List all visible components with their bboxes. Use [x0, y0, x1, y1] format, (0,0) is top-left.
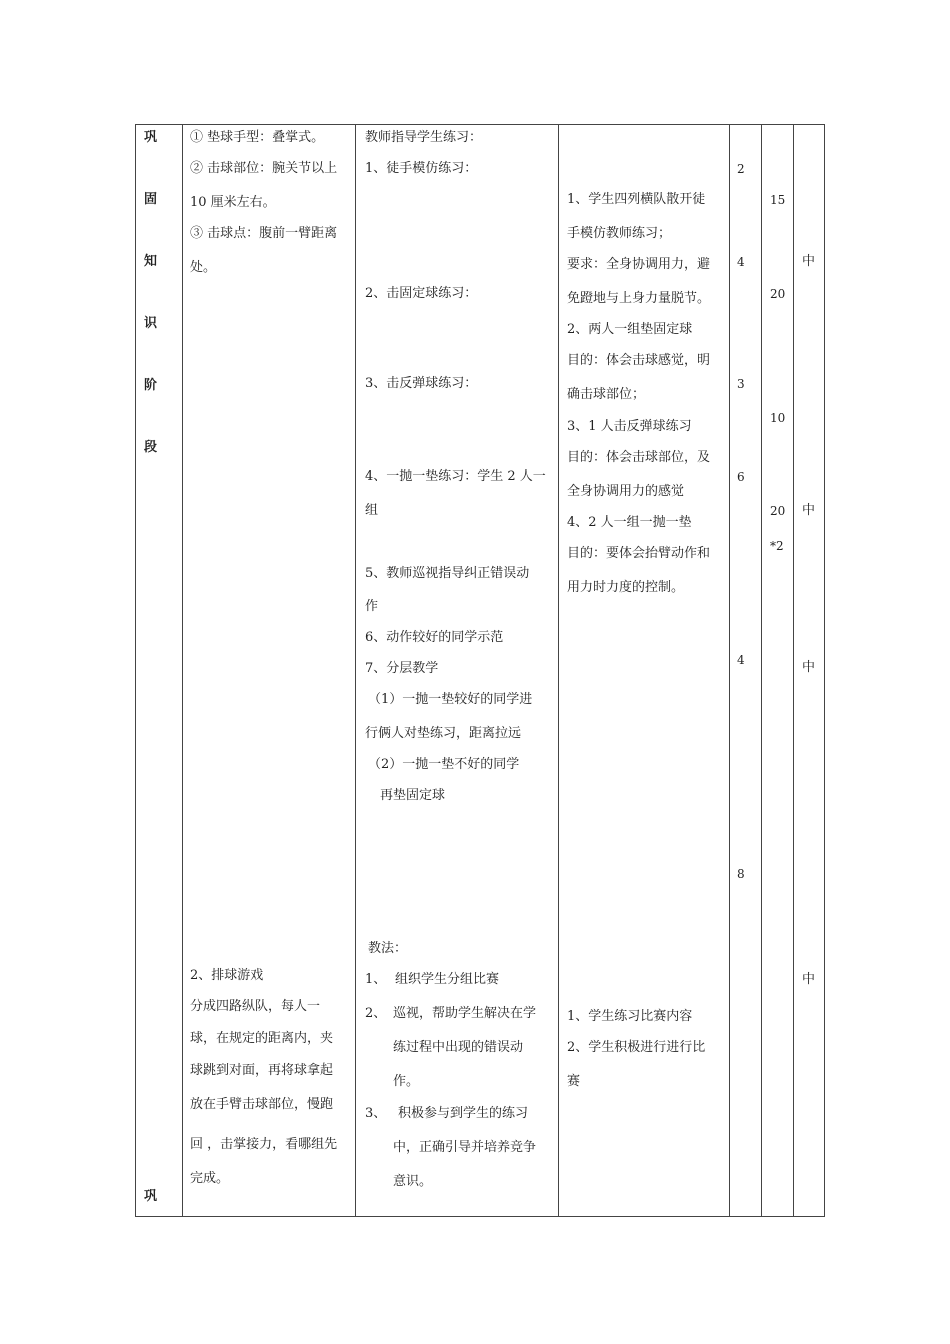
stage-label-char: 段: [144, 440, 158, 455]
method-text: 组织学生分组比赛: [395, 972, 500, 987]
student-game-text: 1、学生练习比赛内容: [567, 1009, 693, 1024]
method-text: 作。: [393, 1074, 420, 1089]
content-text: ① 垫球手型：叠掌式。: [190, 130, 325, 145]
column-divider: [182, 125, 183, 1216]
student-game-text: 2、学生积极进行进行比: [567, 1040, 706, 1055]
time-value: 4: [737, 255, 745, 269]
time-value: 4: [737, 653, 745, 667]
student-text: 确击球部位；: [567, 387, 646, 402]
student-text: 目的：体会击球感觉，明: [567, 353, 711, 368]
teacher-text: 作: [365, 599, 379, 614]
student-text: 用力时力度的控制。: [567, 580, 685, 595]
teacher-text: 3、击反弹球练习：: [365, 376, 478, 391]
student-game-text: 赛: [567, 1074, 581, 1089]
game-text: 2、排球游戏: [190, 968, 264, 983]
count-value: 10: [770, 411, 786, 425]
content-text: 10 厘米左右。: [190, 195, 276, 210]
stage-label-char: 识: [144, 316, 158, 331]
game-text: 完成。: [190, 1171, 230, 1186]
count-value: *2: [770, 539, 784, 553]
method-text: 2、: [365, 1006, 387, 1021]
column-divider: [793, 125, 794, 1216]
teacher-text: 组: [365, 503, 379, 518]
student-text: 2、两人一组垫固定球: [567, 322, 693, 337]
student-text: 手模仿教师练习；: [567, 226, 672, 241]
method-text: 巡视，帮助学生解决在学: [393, 1006, 537, 1021]
student-text: 要求：全身协调用力，避: [567, 257, 711, 272]
count-value: 20: [770, 504, 786, 518]
teacher-text: （1）一抛一垫较好的同学进: [368, 692, 533, 707]
teacher-text: 7、分层教学: [365, 661, 439, 676]
intensity-value: 中: [802, 503, 816, 518]
game-text: 回 ，击掌接力，看哪组先: [190, 1137, 338, 1152]
time-value: 3: [737, 377, 745, 391]
game-text: 放在手臂击球部位，慢跑: [190, 1097, 334, 1112]
stage-label-char: 巩: [144, 1189, 158, 1204]
game-text: 分成四路纵队，每人一: [190, 999, 321, 1014]
student-text: 全身协调用力的感觉: [567, 484, 685, 499]
intensity-value: 中: [802, 972, 816, 987]
count-value: 15: [770, 193, 786, 207]
teacher-text: 6、动作较好的同学示范: [365, 630, 504, 645]
teacher-text: 5、教师巡视指导纠正错误动: [365, 566, 530, 581]
student-text: 4、2 人一组一抛一垫: [567, 515, 692, 530]
method-text: 1、: [365, 972, 387, 987]
stage-label-char: 阶: [144, 378, 158, 393]
method-text: 3、: [365, 1106, 387, 1121]
column-divider: [761, 125, 762, 1216]
intensity-value: 中: [802, 660, 816, 675]
column-divider: [729, 125, 730, 1216]
teacher-text: 再垫固定球: [380, 788, 446, 803]
stage-label-char: 巩: [144, 130, 158, 145]
student-text: 目的：体会击球部位，及: [567, 450, 711, 465]
stage-label-char: 知: [144, 254, 158, 269]
student-text: 1、学生四列横队散开徒: [567, 192, 706, 207]
method-text: 积极参与到学生的练习: [398, 1106, 529, 1121]
game-text: 球，在规定的距离内，夹: [190, 1031, 334, 1046]
student-text: 免蹬地与上身力量脱节。: [567, 291, 711, 306]
time-value: 2: [737, 162, 745, 176]
teacher-text: 教师指导学生练习：: [365, 130, 483, 145]
count-value: 20: [770, 287, 786, 301]
content-text: ③ 击球点：腹前一臂距离: [190, 226, 338, 241]
teacher-text: （2）一抛一垫不好的同学: [368, 757, 520, 772]
student-text: 3、1 人击反弹球练习: [567, 419, 692, 434]
column-divider: [558, 125, 559, 1216]
teacher-text: 2、击固定球练习：: [365, 286, 478, 301]
teacher-text: 行俩人对垫练习，距离拉远: [365, 726, 522, 741]
time-value: 6: [737, 470, 745, 484]
stage-label-char: 固: [144, 192, 158, 207]
game-text: 球跳到对面，再将球拿起: [190, 1063, 334, 1078]
content-text: ② 击球部位：腕关节以上: [190, 161, 338, 176]
method-text: 教法：: [368, 941, 408, 956]
intensity-value: 中: [802, 254, 816, 269]
method-text: 意识。: [393, 1174, 433, 1189]
column-divider: [355, 125, 356, 1216]
time-value: 8: [737, 867, 745, 881]
teacher-text: 1、徒手模仿练习：: [365, 161, 478, 176]
teacher-text: 4、一抛一垫练习：学生 2 人一: [365, 469, 546, 484]
content-text: 处。: [190, 260, 217, 275]
method-text: 中，正确引导并培养竞争: [393, 1140, 537, 1155]
method-text: 练过程中出现的错误动: [393, 1040, 524, 1055]
student-text: 目的：要体会抬臂动作和: [567, 546, 711, 561]
